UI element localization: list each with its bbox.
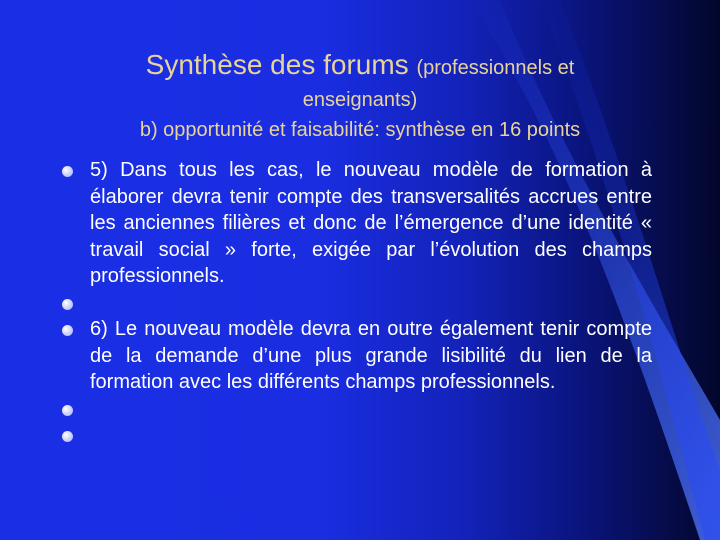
bullet-item (62, 316, 652, 396)
bullet-text: 5) Dans tous les cas, le nouveau modèle de formation à élaborer devra tenir compte des transversalités accrues entre les anciennes filières et donc de l’émergence d’une identité « travail social » forte, exigée par l’évolution des champs professionnels. (90, 159, 652, 287)
bullet-dot-icon (62, 299, 73, 310)
bullet-text: 6) Le nouveau modèle devra en outre également tenir compte de la demande d’une plus grande lisibilité du lien de la formation avec les différents champs professionnels. (90, 318, 652, 393)
bullet-dot-icon (62, 431, 73, 442)
bullet-item (62, 157, 652, 290)
bullet-list (62, 157, 652, 449)
title-subtitle: b) opportunité et faisabilité: synthèse en 16 points (139, 119, 581, 141)
slide-title (0, 48, 720, 145)
title-main: Synthèse des forums (145, 49, 409, 80)
title-paren-part-2: enseignants) (302, 89, 418, 111)
title-paren-part-1: (professionnels et (416, 57, 575, 79)
bullet-dot-icon (62, 166, 73, 177)
bullet-item-empty (62, 290, 652, 317)
bullet-dot-icon (62, 405, 73, 416)
title-line-1 (0, 48, 720, 85)
bullet-item-empty (62, 396, 652, 423)
bullet-dot-icon (62, 325, 73, 336)
bullet-item-empty (62, 422, 652, 449)
